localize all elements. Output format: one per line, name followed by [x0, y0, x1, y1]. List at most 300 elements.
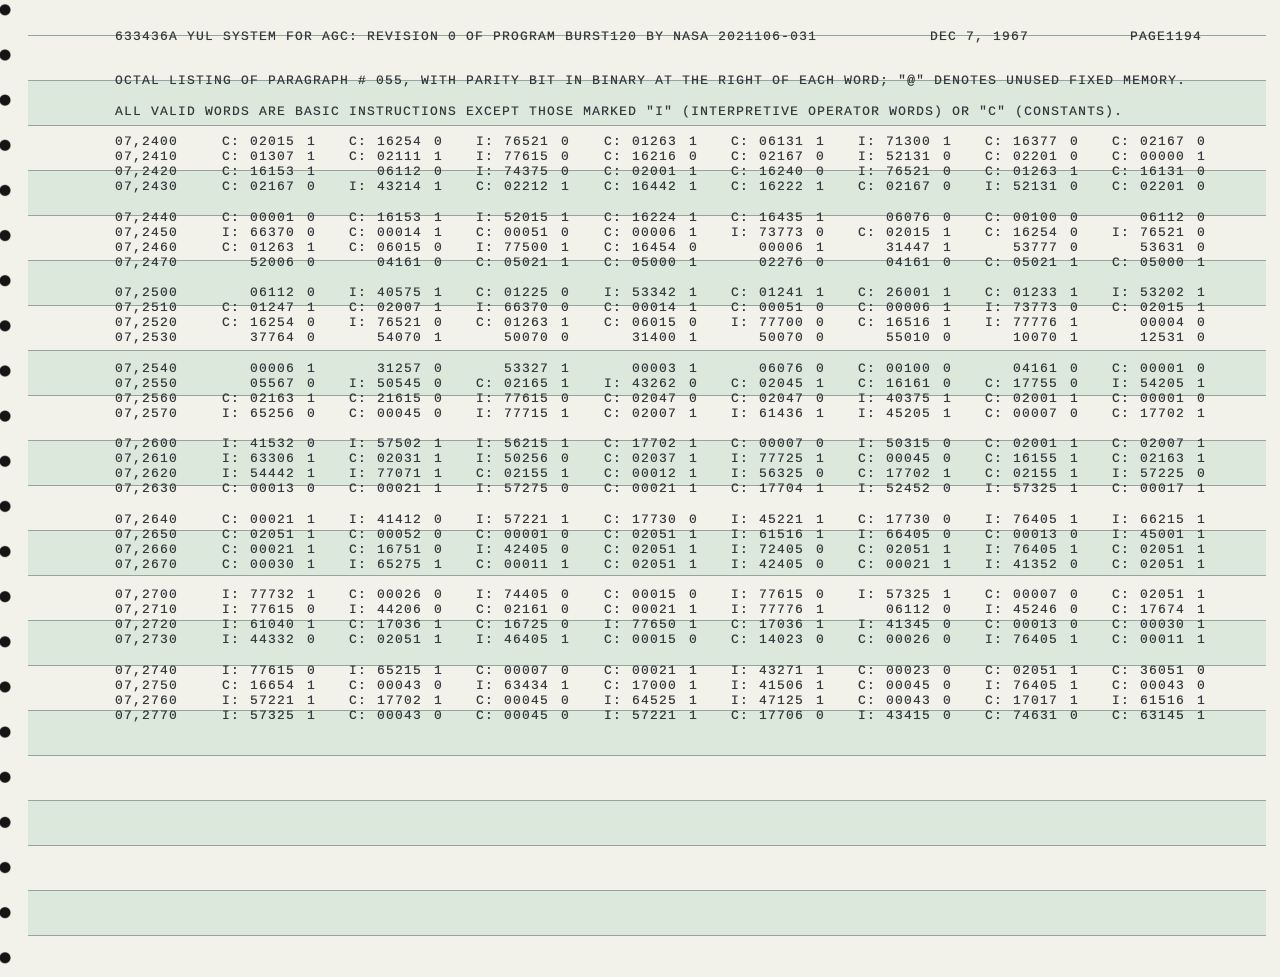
octal-word: 41345: [886, 617, 932, 633]
word-type-marker: C:: [985, 149, 1004, 165]
parity-bit: 0: [689, 315, 699, 331]
word-type-marker: C:: [222, 149, 241, 165]
parity-bit: 0: [561, 602, 571, 618]
word-type-marker: I:: [731, 466, 750, 482]
word-type-marker: C:: [222, 390, 241, 406]
parity-bit: 0: [943, 617, 953, 633]
word-type-marker: C:: [731, 436, 750, 451]
word-type-marker: C:: [349, 300, 368, 316]
word-type-marker: C:: [985, 285, 1004, 300]
word-type-marker: I:: [349, 436, 368, 451]
parity-bit: 0: [1070, 707, 1080, 723]
parity-bit: 1: [1197, 707, 1207, 723]
word-type-marker: C:: [731, 481, 750, 497]
parity-bit: 0: [1197, 239, 1207, 255]
octal-word: 77725: [759, 451, 805, 467]
octal-word: 00011: [1140, 632, 1186, 648]
parity-bit: 0: [816, 300, 826, 316]
octal-word: 77500: [504, 239, 550, 255]
listing-header-title: 633436A YUL SYSTEM FOR AGC: REVISION 0 OF PROGRAM BURST120 BY NASA 2021106-031: [115, 29, 818, 44]
parity-bit: 0: [1070, 587, 1080, 602]
parity-bit: 1: [689, 330, 699, 346]
octal-word: 31400: [632, 330, 678, 346]
parity-bit: 1: [689, 254, 699, 270]
row-address: 07,2600: [115, 436, 179, 451]
parity-bit: 1: [561, 360, 571, 376]
word-type-marker: C:: [858, 179, 877, 195]
parity-bit: 0: [1197, 224, 1207, 240]
parity-bit: 0: [307, 405, 317, 421]
parity-bit: 1: [307, 556, 317, 572]
word-type-marker: I:: [476, 436, 495, 451]
octal-word: 00021: [632, 662, 678, 678]
word-type-marker: I:: [985, 315, 1004, 331]
listing-row: [0, 708, 1280, 723]
word-type-marker: C:: [349, 481, 368, 497]
parity-bit: 1: [689, 707, 699, 723]
octal-word: 45001: [1140, 526, 1186, 542]
octal-word: 41412: [377, 511, 423, 527]
parity-bit: 1: [561, 179, 571, 195]
parity-bit: 0: [307, 330, 317, 346]
parity-bit: 1: [689, 300, 699, 316]
word-type-marker: I:: [985, 300, 1004, 316]
parity-bit: 1: [307, 390, 317, 406]
octal-word: 02007: [377, 300, 423, 316]
word-type-marker: I:: [349, 602, 368, 618]
parity-bit: 0: [943, 179, 953, 195]
octal-word: 16435: [759, 209, 805, 225]
word-type-marker: I:: [731, 224, 750, 240]
octal-word: 16254: [250, 315, 296, 331]
parity-bit: 1: [1197, 254, 1207, 270]
octal-word: 00100: [886, 360, 932, 376]
word-type-marker: I:: [985, 481, 1004, 497]
parity-bit: 0: [561, 526, 571, 542]
listing-row: [0, 632, 1280, 647]
parity-bit: 0: [561, 451, 571, 467]
octal-word: 16222: [759, 179, 805, 195]
parity-bit: 0: [307, 375, 317, 391]
word-type-marker: C:: [604, 526, 623, 542]
parity-bit: 0: [943, 707, 953, 723]
word-type-marker: C:: [222, 239, 241, 255]
parity-bit: 1: [307, 526, 317, 542]
parity-bit: 1: [561, 556, 571, 572]
octal-word: 00006: [250, 360, 296, 376]
word-type-marker: I:: [349, 375, 368, 391]
octal-word: 05021: [504, 254, 550, 270]
word-type-marker: C:: [731, 149, 750, 165]
parity-bit: 0: [1197, 662, 1207, 678]
row-address: 07,2640: [115, 511, 179, 527]
parity-bit: 1: [561, 511, 571, 527]
parity-bit: 0: [434, 677, 444, 693]
parity-bit: 0: [816, 360, 826, 376]
word-type-marker: C:: [731, 134, 750, 149]
word-type-marker: C:: [604, 587, 623, 602]
parity-bit: 0: [816, 632, 826, 648]
word-type-marker: C:: [1112, 556, 1131, 572]
word-type-marker: C:: [1112, 707, 1131, 723]
octal-word: 66370: [250, 224, 296, 240]
octal-word: 02161: [504, 602, 550, 618]
row-address: 07,2700: [115, 587, 179, 602]
octal-word: 01233: [1013, 285, 1059, 300]
word-type-marker: C:: [476, 285, 495, 300]
word-type-marker: C:: [604, 209, 623, 225]
word-type-marker: C:: [985, 164, 1004, 180]
word-type-marker: C:: [604, 390, 623, 406]
parity-bit: 1: [689, 481, 699, 497]
parity-bit: 0: [1070, 405, 1080, 421]
word-type-marker: C:: [476, 617, 495, 633]
parity-bit: 0: [1070, 224, 1080, 240]
word-type-marker: C:: [858, 224, 877, 240]
word-type-marker: C:: [349, 390, 368, 406]
parity-bit: 1: [689, 360, 699, 376]
word-type-marker: C:: [349, 677, 368, 693]
octal-word: 36051: [1140, 662, 1186, 678]
parity-bit: 1: [1197, 602, 1207, 618]
word-type-marker: I:: [476, 481, 495, 497]
parity-bit: 0: [434, 390, 444, 406]
octal-word: 02051: [886, 541, 932, 557]
parity-bit: 0: [1070, 179, 1080, 195]
word-type-marker: C:: [604, 134, 623, 149]
octal-word: 00007: [1013, 587, 1059, 602]
row-address: 07,2470: [115, 254, 179, 270]
word-type-marker: C:: [1112, 632, 1131, 648]
word-type-marker: C:: [858, 692, 877, 708]
parity-bit: 1: [816, 511, 826, 527]
parity-bit: 1: [1070, 481, 1080, 497]
word-type-marker: C:: [731, 285, 750, 300]
octal-word: 16161: [886, 375, 932, 391]
parity-bit: 1: [561, 375, 571, 391]
word-type-marker: C:: [985, 134, 1004, 149]
listing-row: [0, 663, 1280, 678]
parity-bit: 1: [1070, 315, 1080, 331]
parity-bit: 1: [434, 300, 444, 316]
word-type-marker: I:: [476, 632, 495, 648]
octal-word: 02155: [1013, 466, 1059, 482]
parity-bit: 1: [816, 662, 826, 678]
word-type-marker: I:: [1112, 526, 1131, 542]
parity-bit: 0: [561, 224, 571, 240]
word-type-marker: C:: [985, 526, 1004, 542]
row-address: 07,2730: [115, 632, 179, 648]
parity-bit: 1: [307, 360, 317, 376]
parity-bit: 1: [434, 692, 444, 708]
parity-bit: 0: [816, 390, 826, 406]
octal-word: 76405: [1013, 511, 1059, 527]
word-type-marker: C:: [476, 662, 495, 678]
octal-word: 01225: [504, 285, 550, 300]
octal-word: 77615: [759, 587, 805, 602]
word-type-marker: I:: [1112, 692, 1131, 708]
octal-word: 16516: [886, 315, 932, 331]
octal-word: 02015: [250, 134, 296, 149]
word-type-marker: C:: [604, 179, 623, 195]
parity-bit: 1: [816, 602, 826, 618]
listing-row: [0, 436, 1280, 451]
word-type-marker: I:: [858, 526, 877, 542]
parity-bit: 0: [689, 587, 699, 602]
octal-word: 17755: [1013, 375, 1059, 391]
word-type-marker: I:: [858, 164, 877, 180]
octal-word: 44332: [250, 632, 296, 648]
parity-bit: 1: [434, 224, 444, 240]
octal-word: 16454: [632, 239, 678, 255]
parity-bit: 1: [1070, 164, 1080, 180]
word-type-marker: C:: [476, 179, 495, 195]
parity-bit: 0: [689, 149, 699, 165]
word-type-marker: I:: [604, 285, 623, 300]
octal-word: 44206: [377, 602, 423, 618]
word-type-marker: C:: [349, 617, 368, 633]
octal-word: 17706: [759, 707, 805, 723]
word-type-marker: C:: [476, 556, 495, 572]
octal-word: 00007: [504, 662, 550, 678]
listing-note: OCTAL LISTING OF PARAGRAPH # 055, WITH PARITY BIT IN BINARY AT THE RIGHT OF EACH WORD; "@" DENOTES UNUSED FIXED MEMORY.: [115, 73, 1187, 88]
parity-bit: 0: [434, 602, 444, 618]
word-type-marker: C:: [985, 224, 1004, 240]
word-type-marker: C:: [858, 315, 877, 331]
parity-bit: 0: [307, 436, 317, 451]
parity-bit: 1: [816, 526, 826, 542]
parity-bit: 1: [561, 209, 571, 225]
parity-bit: 1: [307, 466, 317, 482]
parity-bit: 0: [1197, 315, 1207, 331]
parity-bit: 1: [943, 239, 953, 255]
octal-word: 63434: [504, 677, 550, 693]
parity-bit: 0: [434, 405, 444, 421]
parity-bit: 1: [689, 405, 699, 421]
listing-row: [0, 602, 1280, 617]
row-address: 07,2620: [115, 466, 179, 482]
row-address: 07,2610: [115, 451, 179, 467]
parity-bit: 1: [1197, 300, 1207, 316]
octal-word: 76521: [886, 164, 932, 180]
octal-word: 50256: [504, 451, 550, 467]
word-type-marker: C:: [1112, 677, 1131, 693]
octal-word: 53631: [1140, 239, 1186, 255]
octal-word: 73773: [759, 224, 805, 240]
parity-bit: 1: [689, 526, 699, 542]
parity-bit: 0: [561, 300, 571, 316]
octal-word: 06015: [377, 239, 423, 255]
octal-word: 00043: [1140, 677, 1186, 693]
octal-word: 01263: [632, 134, 678, 149]
row-address: 07,2740: [115, 662, 179, 678]
octal-word: 02001: [1013, 436, 1059, 451]
parity-bit: 1: [561, 632, 571, 648]
octal-word: 02001: [1013, 390, 1059, 406]
word-type-marker: I:: [1112, 285, 1131, 300]
parity-bit: 1: [307, 707, 317, 723]
word-type-marker: I:: [858, 390, 877, 406]
word-type-marker: C:: [1112, 360, 1131, 376]
parity-bit: 0: [1070, 526, 1080, 542]
octal-word: 41352: [1013, 556, 1059, 572]
parity-bit: 1: [307, 149, 317, 165]
parity-bit: 1: [689, 179, 699, 195]
listing-row: [0, 678, 1280, 693]
word-type-marker: I:: [731, 511, 750, 527]
octal-word: 76521: [504, 134, 550, 149]
octal-word: 00045: [377, 405, 423, 421]
word-type-marker: C:: [985, 209, 1004, 225]
parity-bit: 0: [1070, 134, 1080, 149]
octal-word: 65275: [377, 556, 423, 572]
parity-bit: 0: [307, 481, 317, 497]
octal-word: 66215: [1140, 511, 1186, 527]
parity-bit: 0: [816, 541, 826, 557]
octal-word: 57325: [250, 707, 296, 723]
parity-bit: 1: [434, 179, 444, 195]
parity-bit: 0: [816, 466, 826, 482]
octal-word: 50070: [504, 330, 550, 346]
parity-bit: 1: [816, 692, 826, 708]
parity-bit: 0: [689, 632, 699, 648]
word-type-marker: C:: [1112, 617, 1131, 633]
word-type-marker: I:: [476, 149, 495, 165]
parity-bit: 0: [561, 149, 571, 165]
parity-bit: 1: [943, 300, 953, 316]
octal-word: 02167: [1140, 134, 1186, 149]
word-type-marker: C:: [349, 692, 368, 708]
word-type-marker: C:: [1112, 587, 1131, 602]
word-type-marker: I:: [604, 707, 623, 723]
word-type-marker: I:: [604, 617, 623, 633]
octal-word: 53777: [1013, 239, 1059, 255]
parity-bit: 1: [434, 209, 444, 225]
parity-bit: 0: [689, 375, 699, 391]
parity-bit: 0: [816, 707, 826, 723]
word-type-marker: C:: [731, 164, 750, 180]
octal-word: 54442: [250, 466, 296, 482]
parity-bit: 0: [943, 330, 953, 346]
parity-bit: 1: [1070, 632, 1080, 648]
octal-word: 55010: [886, 330, 932, 346]
octal-word: 50545: [377, 375, 423, 391]
octal-word: 00051: [759, 300, 805, 316]
parity-bit: 0: [561, 285, 571, 300]
octal-word: 10070: [1013, 330, 1059, 346]
word-type-marker: C:: [604, 149, 623, 165]
parity-bit: 1: [434, 436, 444, 451]
word-type-marker: C:: [604, 632, 623, 648]
word-type-marker: I:: [476, 511, 495, 527]
word-type-marker: I:: [222, 617, 241, 633]
octal-word: 04161: [377, 254, 423, 270]
word-type-marker: C:: [1112, 481, 1131, 497]
octal-word: 01247: [250, 300, 296, 316]
parity-bit: 1: [307, 692, 317, 708]
word-type-marker: C:: [222, 179, 241, 195]
word-type-marker: I:: [858, 405, 877, 421]
parity-bit: 1: [434, 632, 444, 648]
word-type-marker: I:: [985, 632, 1004, 648]
parity-bit: 1: [943, 134, 953, 149]
parity-bit: 0: [307, 224, 317, 240]
octal-word: 06112: [377, 164, 423, 180]
word-type-marker: C:: [349, 405, 368, 421]
octal-word: 00003: [632, 360, 678, 376]
word-type-marker: I:: [731, 556, 750, 572]
octal-word: 40375: [886, 390, 932, 406]
octal-word: 66370: [504, 300, 550, 316]
listing-row: [0, 466, 1280, 481]
parity-bit: 1: [943, 405, 953, 421]
parity-bit: 1: [816, 617, 826, 633]
listing-row: [0, 451, 1280, 466]
word-type-marker: C:: [222, 209, 241, 225]
listing-row: [0, 406, 1280, 421]
octal-word: 16254: [377, 134, 423, 149]
word-type-marker: I:: [731, 315, 750, 331]
word-type-marker: C:: [858, 556, 877, 572]
octal-word: 43271: [759, 662, 805, 678]
parity-bit: 0: [1070, 209, 1080, 225]
octal-word: 00015: [632, 587, 678, 602]
word-type-marker: C:: [349, 707, 368, 723]
octal-word: 01263: [250, 239, 296, 255]
octal-word: 47125: [759, 692, 805, 708]
word-type-marker: C:: [985, 405, 1004, 421]
parity-bit: 0: [1197, 209, 1207, 225]
octal-word: 00021: [632, 481, 678, 497]
octal-word: 77650: [632, 617, 678, 633]
word-type-marker: C:: [858, 662, 877, 678]
parity-bit: 1: [1197, 617, 1207, 633]
octal-word: 00017: [1140, 481, 1186, 497]
octal-word: 16131: [1140, 164, 1186, 180]
octal-word: 57502: [377, 436, 423, 451]
row-address: 07,2750: [115, 677, 179, 693]
parity-bit: 0: [1197, 390, 1207, 406]
octal-word: 00001: [1140, 390, 1186, 406]
octal-word: 00045: [886, 451, 932, 467]
parity-bit: 1: [689, 285, 699, 300]
word-type-marker: C:: [1112, 541, 1131, 557]
word-type-marker: I:: [476, 239, 495, 255]
word-type-marker: C:: [731, 632, 750, 648]
octal-word: 02015: [1140, 300, 1186, 316]
word-type-marker: C:: [604, 254, 623, 270]
word-type-marker: I:: [1112, 375, 1131, 391]
parity-bit: 0: [689, 511, 699, 527]
word-type-marker: C:: [985, 375, 1004, 391]
octal-word: 00021: [377, 481, 423, 497]
octal-word: 50315: [886, 436, 932, 451]
parity-bit: 1: [943, 224, 953, 240]
row-address: 07,2710: [115, 602, 179, 618]
parity-bit: 0: [561, 692, 571, 708]
listing-row: [0, 376, 1280, 391]
word-type-marker: I:: [731, 405, 750, 421]
word-type-marker: C:: [604, 662, 623, 678]
word-type-marker: I:: [476, 134, 495, 149]
word-type-marker: C:: [1112, 254, 1131, 270]
parity-bit: 0: [1070, 556, 1080, 572]
word-type-marker: I:: [476, 587, 495, 602]
parity-bit: 1: [943, 390, 953, 406]
parity-bit: 1: [307, 239, 317, 255]
parity-bit: 1: [1197, 556, 1207, 572]
listing-row: [0, 149, 1280, 164]
